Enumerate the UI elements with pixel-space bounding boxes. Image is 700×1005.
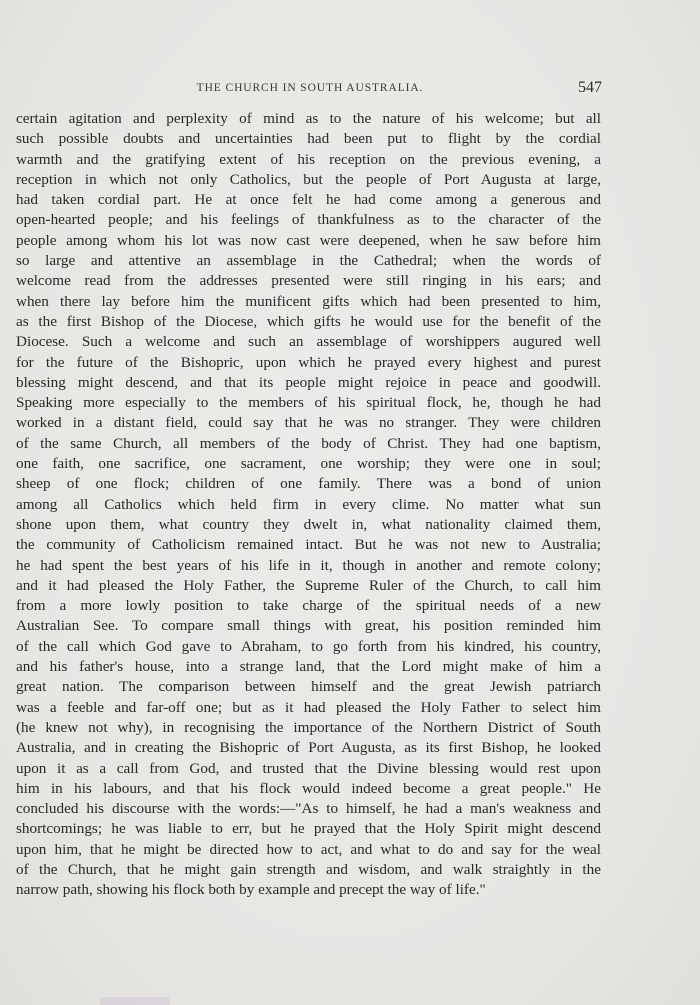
text-line: Diocese. Such a welcome and such an assemblage of worshippers augured well [16,333,601,351]
text-line: certain agitation and perplexity of mind as to the nature of his welcome; but all [16,110,601,127]
text-line: of the call which God gave to Abraham, to go forth from his kindred, his country, [16,637,601,655]
text-line: such possible doubts and uncertainties had been put to flight by the cordial [16,130,601,148]
text-line: as the first Bishop of the Diocese, which gifts he would use for the benefit of the [16,312,601,330]
page-number: 547 [578,79,602,96]
text-line: blessing might descend, and that its people might rejoice in peace and goodwill. [16,373,601,391]
text-line: worked in a distant field, could say that he was no stranger. They were children [16,414,601,432]
text-line: (he knew not why), in recognising the importance of the Northern District of South [16,718,601,736]
page-edge-mark [100,997,170,1005]
text-line: concluded his discourse with the words:—"As to himself, he had a man's weakness and [16,800,601,818]
body-text [16,109,601,901]
text-line: of the same Church, all members of the body of Christ. They had one baptism, [16,434,601,452]
text-line: so large and attentive an assemblage in the Cathedral; when the words of [16,252,601,270]
text-line: and his father's house, into a strange land, that the Lord might make of him a [16,658,601,676]
text-line: from a more lowly position to take charge of the spiritual needs of a new [16,597,601,615]
text-line: the community of Catholicism remained intact. But he was not new to Australia; [16,536,601,554]
text-line: people among whom his lot was now cast were deepened, when he saw before him [16,231,601,249]
text-line: welcome read from the addresses presented were still ringing in his ears; and [16,272,601,290]
running-header [0,80,700,100]
text-line: Australian See. To compare small things with great, his position reminded him [16,617,601,635]
text-line: one faith, one sacrifice, one sacrament, one worship; they were one in soul; [16,455,601,473]
text-line: of the Church, that he might gain strength and wisdom, and walk straightly in the [16,860,601,878]
text-line: Speaking more especially to the members of his spiritual flock, he, though he had [16,394,601,412]
text-line: when there lay before him the munificent gifts which had been presented to him, [16,292,601,310]
text-line: and it had pleased the Holy Father, the Supreme Ruler of the Church, to call him [16,576,601,594]
text-line: him in his labours, and that his flock would indeed become a great people." He [16,779,601,797]
text-line: among all Catholics which held firm in every clime. No matter what sun [16,495,601,513]
text-line: warmth and the gratifying extent of his reception on the previous evening, a [16,150,601,168]
text-line: narrow path, showing his flock both by example and precept the way of life." [16,881,486,899]
text-line: great nation. The comparison between himself and the great Jewish patriarch [16,678,601,696]
text-line: for the future of the Bishopric, upon which he prayed every highest and purest [16,353,601,371]
text-line: sheep of one flock; children of one family. There was a bond of union [16,475,601,493]
text-line: upon it as a call from God, and trusted that the Divine blessing would rest upon [16,759,601,777]
text-line: upon him, that he might be directed how to act, and what to do and say for the weal [16,840,601,858]
text-line: was a feeble and far-off one; but as it had pleased the Holy Father to select him [16,698,601,716]
text-line: he had spent the best years of his life in it, though in another and remote colony; [16,556,601,574]
text-line: open-hearted people; and his feelings of thankfulness as to the character of the [16,211,601,229]
text-line: Australia, and in creating the Bishopric of Port Augusta, as its first Bishop, he looked [16,739,601,757]
text-line: shortcomings; he was liable to err, but he prayed that the Holy Spirit might descend [16,820,601,838]
text-line: reception in which not only Catholics, but the people of Port Augusta at large, [16,170,601,188]
text-line: shone upon them, what country they dwelt in, what nationality claimed them, [16,515,601,533]
running-title: THE CHURCH IN SOUTH AUSTRALIA. [196,82,424,94]
text-line: had taken cordial part. He at once felt he had come among a generous and [16,191,601,209]
